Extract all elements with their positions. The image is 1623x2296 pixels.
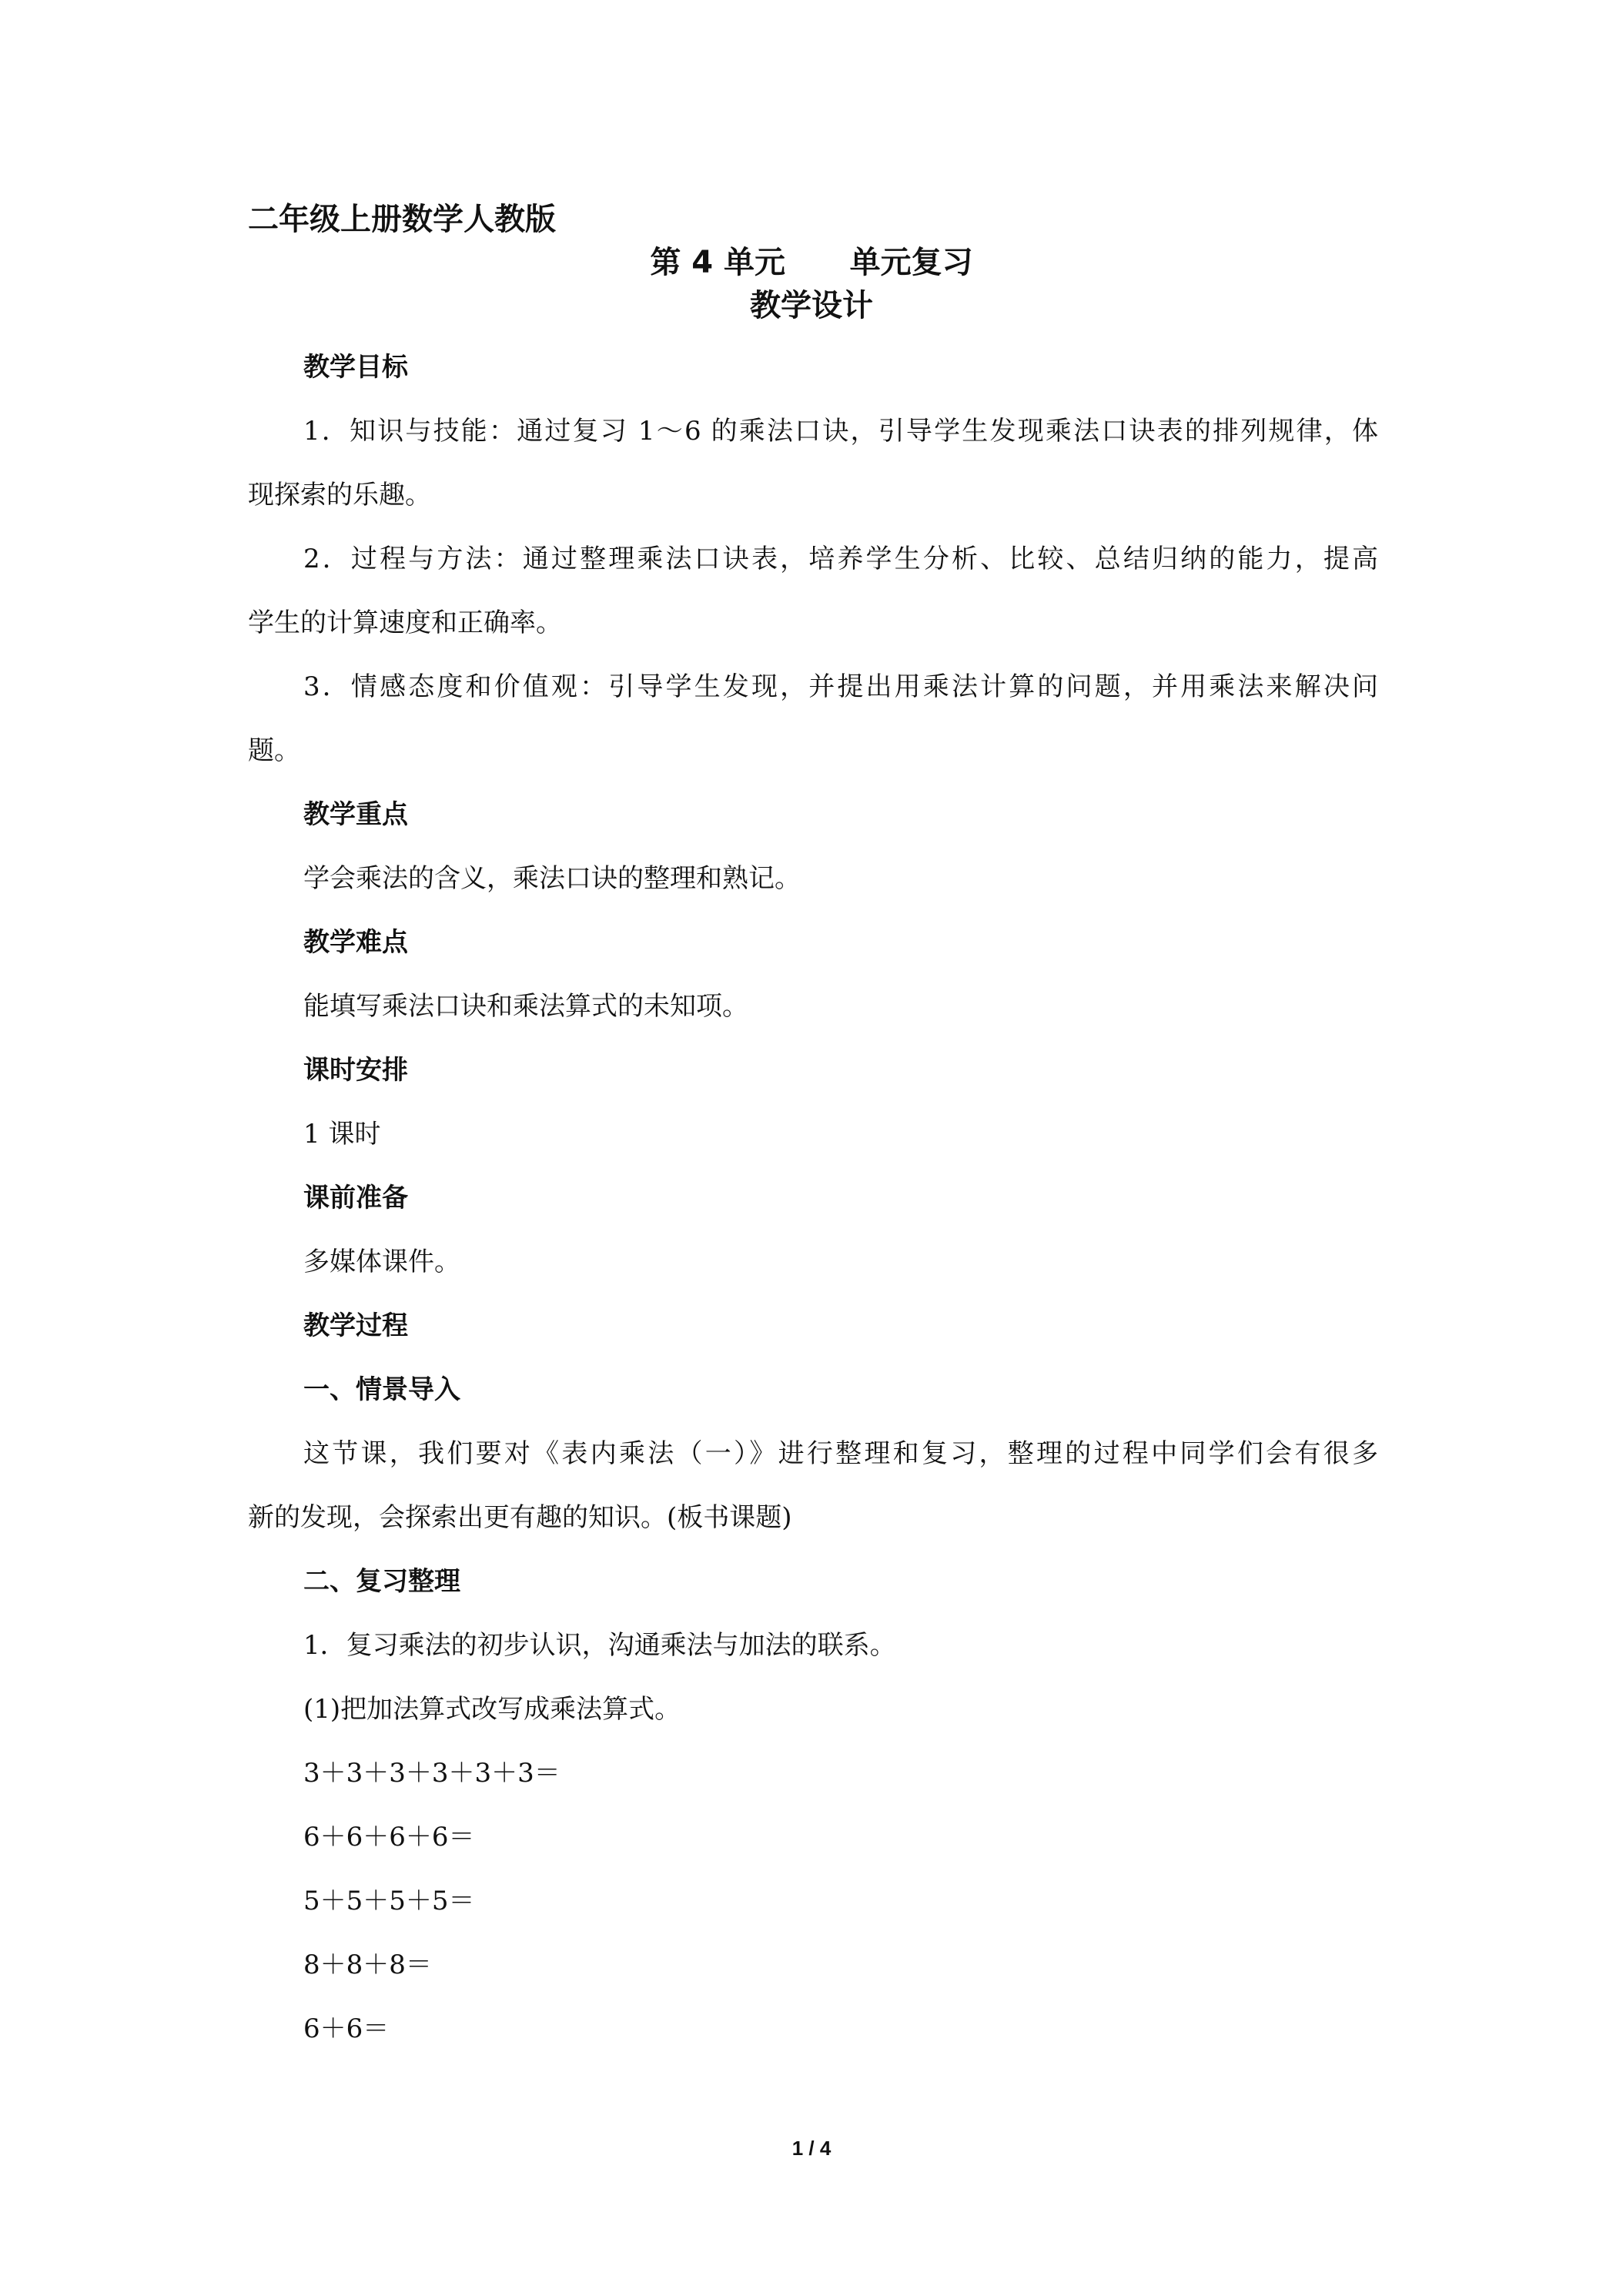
document-label: 二年级上册数学人教版 [248, 202, 556, 237]
section-heading: 教学重点 [303, 799, 408, 830]
paragraph-line: 5＋5＋5＋5＝ [303, 1886, 475, 1916]
paragraph-line: 3．情感态度和价值观：引导学生发现，并提出用乘法计算的问题，并用乘法来解决问 [303, 671, 1378, 702]
paragraph-line: 新的发现，会探索出更有趣的知识。(板书课题) [248, 1502, 792, 1533]
paragraph-line: 1．复习乘法的初步认识，沟通乘法与加法的联系。 [303, 1630, 896, 1661]
paragraph-line: 现探索的乐趣。 [248, 480, 431, 510]
paragraph-line: 2．过程与方法：通过整理乘法口诀表，培养学生分析、比较、总结归纳的能力，提高 [303, 544, 1378, 574]
paragraph-line: 1．知识与技能：通过复习 1～6 的乘法口诀，引导学生发现乘法口诀表的排列规律，体 [303, 416, 1378, 447]
section-heading: 课前准备 [303, 1183, 408, 1213]
section-heading: 教学过程 [303, 1310, 408, 1341]
paragraph-line: 学会乘法的含义，乘法口诀的整理和熟记。 [303, 863, 801, 894]
paragraph-line: 1 课时 [303, 1119, 381, 1150]
section-heading: 教学目标 [303, 352, 408, 383]
paragraph-line: 能填写乘法口诀和乘法算式的未知项。 [303, 991, 748, 1022]
paragraph-line: 8＋8＋8＝ [303, 1950, 432, 1980]
paragraph-line: 多媒体课件。 [303, 1247, 460, 1277]
paragraph-line: 这节课，我们要对《表内乘法（一）》进行整理和复习，整理的过程中同学们会有很多 [303, 1438, 1378, 1469]
paragraph-line: (1)把加法算式改写成乘法算式。 [303, 1694, 681, 1725]
section-heading: 课时安排 [303, 1055, 408, 1086]
paragraph-line: 6＋6＋6＋6＝ [303, 1822, 475, 1853]
document-subtitle: 教学设计 [750, 288, 873, 323]
section-heading: 教学难点 [303, 927, 408, 958]
document-body [248, 336, 1378, 2061]
paragraph-line: 学生的计算速度和正确率。 [248, 607, 562, 638]
paragraph-line: 6＋6＝ [303, 2013, 390, 2044]
unit-title: 第 4 单元 单元复习 [650, 245, 973, 280]
section-heading: 二、复习整理 [303, 1566, 460, 1597]
paragraph-line: 题。 [248, 735, 300, 766]
page-number: 1 / 4 [791, 2137, 832, 2160]
paragraph-line: 3＋3＋3＋3＋3＋3＝ [303, 1758, 561, 1789]
section-heading: 一、情景导入 [303, 1374, 460, 1405]
